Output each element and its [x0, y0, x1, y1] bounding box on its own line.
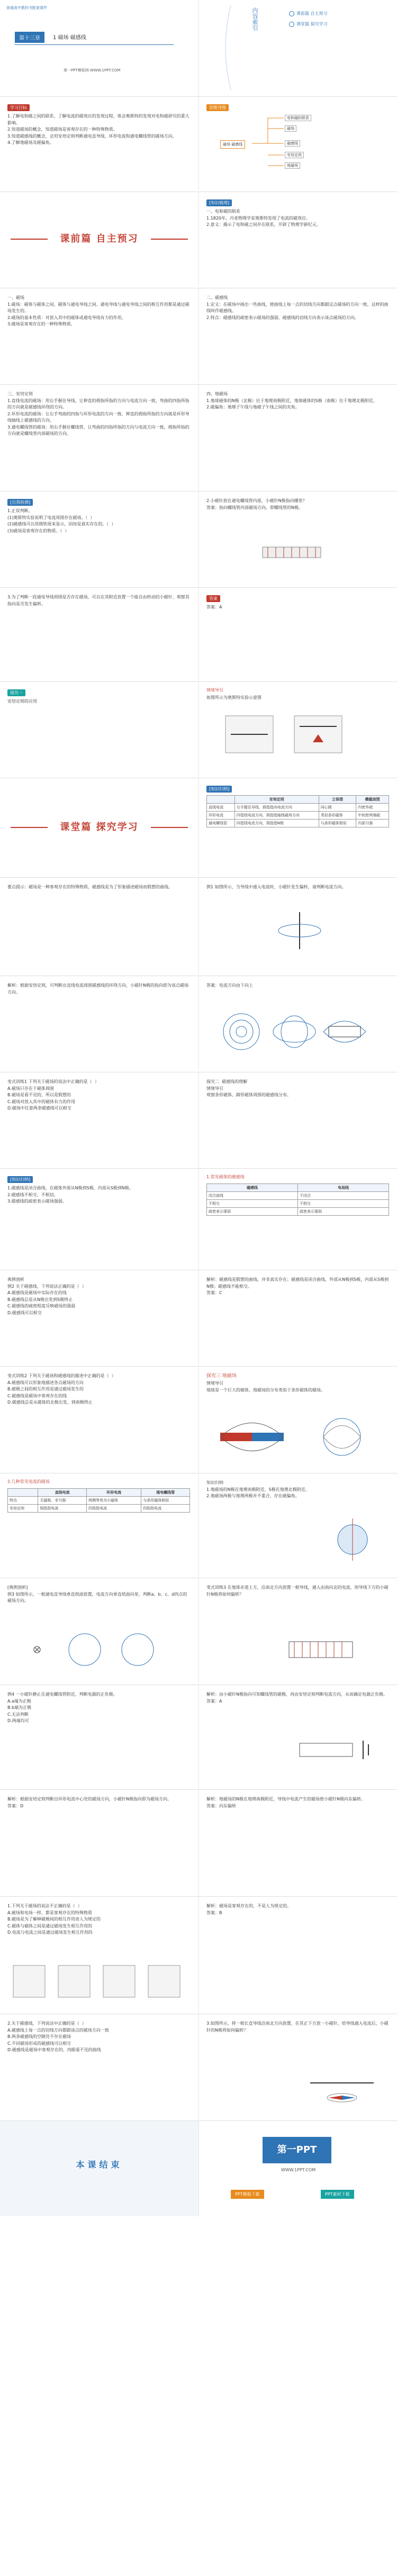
explore1-col: [0, 682, 198, 777]
cell: 内部匀强: [356, 820, 389, 827]
example2-answer-col: [198, 1270, 397, 1365]
earth-figure: [321, 1516, 384, 1563]
th-0: [8, 1489, 38, 1497]
analysis-left-text: 解析：根据安培定则判断出环形电流中心处的磁场方向，小磁针N极指向即为磁场方向。 答案：D: [7, 1797, 172, 1808]
ampere-text: 三、安培定则 1.直线电流的磁场：用右手握住导线，让伸直的拇指所指的方向与电流方向一致，弯曲的四指所指的方向就是磁感线环绕的方向。 2.环形电流的磁场：让右手弯曲的四指与环形电流的方向一致，伸直的拇指所指的方向就是环形导线轴线上磁感线的方向。 3.通电螺线管的磁场：用右手握住螺线管，让弯曲的四指所指的方向与电流方向一致，拇指所指的方向就是螺线管内部磁场的方向。: [7, 392, 190, 436]
analysis-right-text: 解析：地磁场的N极在地理南极附近，导线中电流产生的磁场使小磁针N极向东偏转。 答案：向东偏转: [206, 1797, 365, 1808]
mindmap-tag: 思维导图: [206, 104, 229, 111]
cell: 两侧等效为小磁体: [87, 1497, 141, 1505]
cell: 特点: [8, 1497, 38, 1505]
table-row: [8, 1505, 190, 1513]
practice1-answer-col: [198, 1897, 397, 2013]
preview-knowledge-col: [198, 192, 397, 287]
table-col: [198, 778, 397, 876]
cell: 不相交: [298, 1200, 389, 1208]
cell: 右手握住导线，拇指指向电流方向: [234, 804, 319, 812]
currents-table: [7, 1488, 190, 1513]
table-header-row: [207, 796, 389, 804]
wire-figure: [268, 909, 331, 952]
example1-analysis: 解析：根据安培定则，可判断出直线电流周围磁感线的环绕方向，小磁针N极的指向即为该点磁场方向。: [7, 983, 188, 995]
toc-bullet-2: [289, 22, 294, 27]
table-row: [207, 820, 389, 827]
scenario-col: [198, 682, 397, 777]
explore2-text: 探究二 磁感线的理解 情境导引 观察条形磁体、蹄形磁体周围的磁感线分布。: [206, 1079, 291, 1097]
example3-text: [典例剖析] 例3 如图所示，一根通电直导线垂直纸面放置，电流方向垂直纸面向里，判断a、b、c、d四点的磁场方向。: [7, 1585, 187, 1603]
currents-header: [8, 1489, 190, 1497]
solenoid-figure: [257, 539, 342, 566]
cover-left: [0, 0, 198, 95]
slide-example4: [0, 1685, 397, 1788]
induction-tag: [知识归纳]: [206, 786, 232, 793]
lesson-title: 1 磁场 磁感线: [53, 35, 86, 41]
currents-title: 2.几种常见电流的磁场: [7, 1479, 50, 1484]
preview-banner-col: [0, 192, 198, 287]
th-3: 通电螺线管: [141, 1489, 190, 1497]
practice1-text: 1.下列关于磁场的说法不正确的是（ ） A.磁场和电场一样，都是客观存在的特殊物质 B.磁场是为了解释磁极间的相互作用而人为规定的 C.磁体与磁体之间是通过磁场发生相互作用的 D.电流与电流之间是通过磁场发生相互作用的: [7, 1904, 101, 1935]
cell: 安培定则: [8, 1505, 38, 1513]
analysis-right: [198, 1790, 397, 1895]
table-row: [207, 1192, 389, 1200]
explore2-col: [198, 1072, 397, 1167]
title-underline: [15, 44, 174, 45]
example1-answer-left: [0, 976, 198, 1071]
earth-text: 四、地磁场 1.地球磁体的N极（北极）位于地理南极附近，地球磁体的S极（南极）位于地理北极附近。 2.磁偏角：地理子午线与地磁子午线之间的夹角。: [206, 392, 377, 409]
slide-example3: [0, 1578, 397, 1683]
magnet-lines-figure: [210, 1409, 384, 1467]
earthfield-col: [198, 1473, 397, 1577]
explore3-col: [198, 1367, 397, 1472]
ampere-col: [0, 385, 198, 490]
slide-currents: [0, 1473, 397, 1577]
analysis-left: [0, 1790, 198, 1895]
table-row: [8, 1497, 190, 1505]
cell: 疏密表示强弱: [298, 1208, 389, 1216]
cell: 与条形磁体相似: [141, 1497, 190, 1505]
cell: 疏密表示强弱: [207, 1208, 298, 1216]
toc-item-1[interactable]: [289, 11, 328, 16]
th-1: 电场线: [298, 1184, 389, 1192]
table-row: [207, 804, 389, 812]
cell: 通电螺线管: [207, 820, 235, 827]
cell: 四指绕电流方向，拇指指N极: [234, 820, 319, 827]
cell: 不闭合: [298, 1192, 389, 1200]
cell: 拇指指电流: [38, 1505, 87, 1513]
variant3-text: 变式训练3 在地球赤道上方，沿南北方向放置一根导线，通入由南向北的电流，则导线下方的小磁针N极将如何偏转？: [206, 1585, 389, 1597]
field-pattern-figure: [215, 1008, 374, 1055]
knowledge-tag: [知识梳理]: [206, 199, 232, 206]
th-0: 磁感线: [207, 1184, 298, 1192]
cell: 无磁极、非匀强: [38, 1497, 87, 1505]
example1-answer-right: [198, 976, 397, 1071]
currents-col: [0, 1473, 198, 1577]
mindmap-node-4: 安培定则: [285, 152, 304, 158]
slide-analysis: [0, 1789, 397, 1895]
selftest-text: 1.正误判断。 (1)奥斯特实验说明了电流周围存在磁场。（ ） (2)磁感线可以用细铁屑来显示，因而是真实存在的。（ ） (3)磁场是客观存在的物质。（ ）: [7, 508, 116, 533]
example2-col: [0, 1270, 198, 1365]
cell: 四指绕电流方向，拇指指轴线磁场方向: [234, 812, 319, 820]
section-banner-explore: 课堂篇 探究学习: [11, 815, 188, 840]
toc-title: 内容索引: [251, 7, 258, 31]
selftest-right-col: [198, 491, 397, 586]
cell: 不相交: [207, 1200, 298, 1208]
example1-left-text: 要点提示：磁场是一种客观存在的特殊物质，磁感线是为了形象描述磁场而假想的曲线。: [7, 885, 173, 889]
scenario-title: 情境导引: [206, 688, 223, 693]
objectives-col: [0, 97, 198, 190]
example4-text: 例4 一小磁针静止在通电螺线管附近，判断电源的正负极。 A.a端为正极 B.b端为正极 C.无法判断 D.两端均可: [7, 1692, 118, 1723]
practice1-answer: 解析：磁场是客观存在的，不是人为规定的。 答案：B: [206, 1904, 291, 1915]
footer-url: 第一PPT模板网-WWW.1PPT.COM: [64, 68, 121, 72]
q3-col: [0, 588, 198, 680]
battery-figure: [294, 1733, 379, 1770]
toc-bullet-1: [289, 11, 294, 16]
th-0: [207, 796, 235, 804]
compare-header: [207, 1184, 389, 1192]
table-row: [207, 812, 389, 820]
coil-figure: [278, 1631, 374, 1668]
variant3-col: [198, 1578, 397, 1683]
end-text: 本课结束: [76, 2160, 123, 2170]
compare-title: 1.常见磁体的磁感线: [206, 1175, 245, 1179]
compare-table: [206, 1184, 389, 1216]
cell: 直线电流: [207, 804, 235, 812]
q3-answer-col: [198, 588, 397, 680]
compare-col: [198, 1169, 397, 1269]
cell: 四指指电流: [87, 1505, 141, 1513]
mindmap-node-5: 地磁场: [285, 162, 300, 169]
variant2-text: 变式训练2 下列关于磁场和磁感线的描述中正确的是（ ） A.磁感线可以形象地描述各点磁场的方向 B.磁极之间的相互作用是通过磁场发生的 C.磁感线是磁场中客观存在的线 D.磁感线总是从磁体的北极出发，到南极终止: [7, 1373, 116, 1405]
ad-logo: [263, 2137, 331, 2163]
slide-explore-banner: [0, 778, 397, 876]
explore3-title: 探究三 地磁场: [206, 1373, 237, 1379]
toc-label-2: 课堂篇 探究学习: [296, 22, 328, 26]
slide-selftest: [0, 491, 397, 586]
ampere-table: [206, 795, 389, 827]
cell: 与条形磁体相似: [319, 820, 356, 827]
practice3-col: [198, 2014, 397, 2119]
practice1-col: [0, 1897, 198, 2013]
ad-sub: WWW.1PPT.COM: [281, 2168, 316, 2172]
objectives-tag: 学习目标: [7, 104, 30, 111]
th-2: 环形电流: [87, 1489, 141, 1497]
slide-example1-answer: [0, 976, 397, 1071]
slide-objectives: [0, 96, 397, 190]
end-col: [0, 2121, 198, 2216]
th-1: 直线电流: [38, 1489, 87, 1497]
explore1-text: 安培定则的应用: [7, 699, 37, 704]
slide-example2: [0, 1270, 397, 1365]
slide-end: [0, 2120, 397, 2576]
lines-text: 二、磁感线 1.定义：在磁场中画出一些曲线，使曲线上每一点的切线方向都跟这点磁场的方向一致，这样的曲线叫作磁感线。 2.特点：磁感线的疏密表示磁场的强弱，磁感线的切线方向表示该点磁场的方向。: [206, 295, 389, 320]
brand-logo: [6, 5, 47, 11]
mindmap-node-3: 磁感线: [285, 140, 300, 147]
practice2-col: [0, 2014, 198, 2119]
th-3: 横截面图: [356, 796, 389, 804]
ad-tag2[interactable]: PPT素材下载: [321, 2190, 354, 2199]
selftest-right-text: 2.小磁针放在通电螺线管内部，小磁针N极指向哪里？ 答案：指向螺线管内部磁场方向，即螺线管的N极。: [206, 498, 307, 510]
th-1: 安培定则: [234, 796, 319, 804]
practice2-text: 2.关于磁感线，下列说法中正确的是（ ） A.磁感线上每一点的切线方向都跟该点的磁场方向一致 B.两条磁感线的空隙处不存在磁场 C.不同磁场形成的磁感线可以相交 D.磁感线是磁场中客观存在的、肉眼看不见的曲线: [7, 2021, 109, 2052]
cross-section-figure: [16, 1626, 175, 1673]
practice1-figures: [8, 1960, 188, 2002]
example4-col: [0, 1685, 198, 1788]
example2-text: 典例剖析 例2 关于磁感线，下列说法正确的是（ ） A.磁感线是磁场中实际存在的线 B.磁感线总是从N极出发到S极终止 C.磁感线的疏密程度反映磁场的强弱 D.磁感线可以相交: [7, 1277, 86, 1315]
example4-answer: 解析：由小磁针N极指向可知螺线管的磁极，再由安培定则判断电流方向，从而确定电源正负极。 答案：A: [206, 1692, 387, 1704]
objectives-text: 1.了解电和磁之间的联系，了解电流的磁效应的发现过程，体会奥斯特的发现对电和磁研究的重大影响。 2.知道磁场的概念，知道磁场是客观存在的一种特殊物质。 3.知道磁感线的概念，会用安培定则判断通电直导线、环形电流和通电螺线管的磁场方向。 4.了解地磁场及磁偏角。: [7, 114, 190, 145]
table-row: [207, 1200, 389, 1208]
explore-banner-col: [0, 778, 198, 876]
variant1-text: 变式训练1 下列关于磁场的说法中正确的是（ ） A.磁场只存在于磁体周围 B.磁场是看不见的，所以是假想的 C.磁场对放入其中的磁体有力的作用 D.磁场中任意两条磁感线可以相交: [7, 1079, 99, 1110]
knowledge-text: 一、电和磁的联系 1.1820年，丹麦物理学家奥斯特发现了电流的磁效应。 2.意义：揭示了电和磁之间存在联系，开辟了物理学新纪元。: [206, 209, 321, 227]
variant1-col: [0, 1072, 198, 1167]
cell: 四指指电流: [141, 1505, 190, 1513]
cell: 环形电流: [207, 812, 235, 820]
induction2-col: [0, 1169, 198, 1269]
earthfield-text: 知识归纳 1.地磁场的N极在地理南极附近，S极在地理北极附近。 2.地磁场两极与地理两极并不重合，存在磁偏角。: [206, 1480, 310, 1498]
cell: 闭合曲线: [207, 1192, 298, 1200]
example1-left: [0, 878, 198, 975]
induction2-tag: [知识归纳]: [7, 1176, 33, 1183]
mindmap-center: 磁场 磁感线: [220, 140, 245, 149]
scenario-caption: 如图所示为奥斯特实验示意图: [206, 695, 261, 700]
compass-figure: [305, 2072, 379, 2109]
chapter-tag: 第十三章: [15, 32, 44, 43]
answer-tag: 答案: [206, 595, 220, 602]
cell: 内密外疏: [356, 804, 389, 812]
ad-col: [198, 2121, 397, 2216]
example1-answer: 答案：电流方向由下向上: [206, 983, 253, 988]
mindmap-node-1: 电和磁的联系: [285, 115, 311, 121]
explore1-tag: 探究一: [7, 689, 25, 696]
variant2-col: [0, 1367, 198, 1472]
q3-text: 3.为了判断一段通电导线周围是否存在磁场，可以在其附近放置一个能自由转动的小磁针，观察其指向是否发生偏转。: [7, 595, 190, 606]
earth-col: [198, 385, 397, 490]
slide-practice2: [0, 2014, 397, 2119]
ad-title: 第一PPT: [277, 2144, 317, 2155]
mindmap-node-2: 磁场: [285, 125, 296, 132]
example4-answer-col: [198, 1685, 397, 1788]
toc-label-1: 课前篇 自主预习: [296, 11, 328, 16]
cell: 类似条形磁体: [319, 812, 356, 820]
section-banner-preview: 课前篇 自主预习: [11, 227, 188, 251]
q3-answer-text: 答案：A: [206, 605, 222, 609]
practice3-text: 3.如图所示，将一根长直导线沿南北方向放置，在其正下方放一小磁针，给导线通入电流后，小磁针的N极将如何偏转？: [206, 2021, 389, 2033]
mindmap-col: [198, 97, 397, 190]
induction2-text: 1.磁感线是闭合曲线，在磁体外部从N极到S极，内部从S极到N极。 2.磁感线不相交、不相切。 3.磁感线的疏密表示磁场强弱。: [7, 1186, 133, 1204]
cell: 同心圆: [319, 804, 356, 812]
cell: 中间密两端疏: [356, 812, 389, 820]
slide-ampere: [0, 384, 397, 490]
slide-induction2: [0, 1168, 397, 1269]
slide-example1: [0, 877, 397, 975]
slide-cover: [0, 0, 397, 95]
explore3-text: 情境导引 地球是一个巨大的磁体，地磁场的分布类似于条形磁体的磁场。: [206, 1381, 325, 1392]
lines-col: [198, 288, 397, 383]
slide-explore1: [0, 681, 397, 777]
slide-preview-banner: [0, 192, 397, 287]
field-text: 一、磁场 1.磁场：磁体与磁体之间、磁体与通电导线之间、通电导线与通电导线之间的相互作用都是通过磁场发生的。 2.磁场的基本性质：对放入其中的磁体或通电导线有力的作用。 3.磁场是客观存在的一种特殊物质。: [7, 295, 190, 326]
example1-right: [198, 878, 397, 975]
table-row: [207, 1208, 389, 1216]
selftest-tag: [自我检测]: [7, 499, 33, 506]
example1-right-text: 例1 如图所示，当导线中通入电流时，小磁针发生偏转，请判断电流方向。: [206, 885, 346, 889]
slide-field-lines: [0, 288, 397, 383]
slide-q3: [0, 587, 397, 680]
example2-answer: 解析：磁感线是假想的曲线，并非真实存在；磁感线是闭合曲线，外部从N极到S极，内部从S极到N极；磁感线不能相交。 答案：C: [206, 1277, 389, 1295]
slide-variant1: [0, 1072, 397, 1167]
slide-variant2: [0, 1366, 397, 1472]
cover-right: [198, 0, 397, 95]
slide-practice1: [0, 1896, 397, 2013]
field-col: [0, 288, 198, 383]
oersted-figure: [220, 705, 353, 769]
ad-tag1[interactable]: PPT模板下载: [231, 2190, 264, 2199]
brand-line1: 普通高中教科书配套课件: [6, 6, 47, 10]
example3-col: [0, 1578, 198, 1683]
toc-item-2[interactable]: [289, 21, 328, 27]
selftest-col: [0, 491, 198, 586]
th-2: 立体图: [319, 796, 356, 804]
